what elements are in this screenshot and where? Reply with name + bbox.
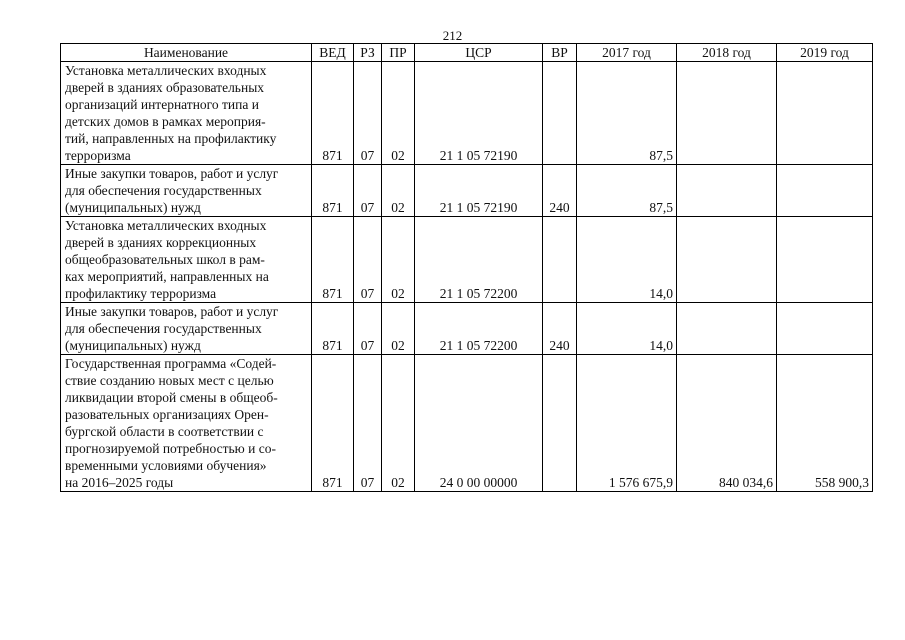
row-2019: 558 900,3 bbox=[777, 355, 873, 492]
table-header-row bbox=[61, 44, 873, 62]
header-rz: РЗ bbox=[354, 44, 382, 62]
row-csr: 21 1 05 72190 bbox=[415, 165, 543, 217]
row-2018 bbox=[677, 217, 777, 303]
row-2018 bbox=[677, 62, 777, 165]
row-vr: 240 bbox=[543, 165, 577, 217]
row-name: Иные закупки товаров, работ и услуг для обеспечения государственных (муниципальных) нужд bbox=[61, 303, 312, 355]
row-pr: 02 bbox=[382, 217, 415, 303]
row-rz: 07 bbox=[354, 62, 382, 165]
row-ved: 871 bbox=[312, 303, 354, 355]
row-2018: 840 034,6 bbox=[677, 355, 777, 492]
row-2017: 87,5 bbox=[577, 62, 677, 165]
row-name: Государственная программа «Содей- ствие созданию новых мест с целью ликвидации второй смены в общеоб- разовательных организациях Орен- бургской области в соответствии с прогнозируемой потребностью и со- временными условиями обучения» на 2016–2025 годы bbox=[61, 355, 312, 492]
header-2019: 2019 год bbox=[777, 44, 873, 62]
page-number: 212 bbox=[442, 28, 463, 43]
row-name: Установка металлических входных дверей в зданиях образовательных организаций интернатного типа и детских домов в рамках мероприя- тий, направленных на профилактику терроризма bbox=[61, 62, 312, 165]
row-2019 bbox=[777, 303, 873, 355]
row-2017: 14,0 bbox=[577, 217, 677, 303]
row-2018 bbox=[677, 303, 777, 355]
row-csr: 24 0 00 00000 bbox=[415, 355, 543, 492]
row-2019 bbox=[777, 217, 873, 303]
row-rz: 07 bbox=[354, 165, 382, 217]
row-rz: 07 bbox=[354, 217, 382, 303]
row-vr bbox=[543, 62, 577, 165]
row-rz: 07 bbox=[354, 303, 382, 355]
row-csr: 21 1 05 72200 bbox=[415, 303, 543, 355]
row-pr: 02 bbox=[382, 303, 415, 355]
table-row bbox=[61, 355, 873, 492]
header-pr: ПР bbox=[382, 44, 415, 62]
row-2018 bbox=[677, 165, 777, 217]
row-2017: 14,0 bbox=[577, 303, 677, 355]
row-ved: 871 bbox=[312, 355, 354, 492]
row-2019 bbox=[777, 62, 873, 165]
row-vr bbox=[543, 355, 577, 492]
row-ved: 871 bbox=[312, 217, 354, 303]
table-row bbox=[61, 303, 873, 355]
row-pr: 02 bbox=[382, 355, 415, 492]
row-2017: 1 576 675,9 bbox=[577, 355, 677, 492]
row-pr: 02 bbox=[382, 62, 415, 165]
header-vr: ВР bbox=[543, 44, 577, 62]
header-name: Наименование bbox=[61, 44, 312, 62]
row-name: Установка металлических входных дверей в зданиях коррекционных общеобразовательных школ в рам- ках мероприятий, направленных на профилактику терроризма bbox=[61, 217, 312, 303]
table-row bbox=[61, 62, 873, 165]
row-name: Иные закупки товаров, работ и услуг для обеспечения государственных (муниципальных) нужд bbox=[61, 165, 312, 217]
row-ved: 871 bbox=[312, 165, 354, 217]
row-rz: 07 bbox=[354, 355, 382, 492]
budget-table bbox=[60, 43, 873, 492]
row-2019 bbox=[777, 165, 873, 217]
header-csr: ЦСР bbox=[415, 44, 543, 62]
row-ved: 871 bbox=[312, 62, 354, 165]
table-row bbox=[61, 217, 873, 303]
row-vr: 240 bbox=[543, 303, 577, 355]
row-vr bbox=[543, 217, 577, 303]
row-2017: 87,5 bbox=[577, 165, 677, 217]
header-2017: 2017 год bbox=[577, 44, 677, 62]
header-2018: 2018 год bbox=[677, 44, 777, 62]
table-row bbox=[61, 165, 873, 217]
header-ved: ВЕД bbox=[312, 44, 354, 62]
row-pr: 02 bbox=[382, 165, 415, 217]
row-csr: 21 1 05 72200 bbox=[415, 217, 543, 303]
row-csr: 21 1 05 72190 bbox=[415, 62, 543, 165]
